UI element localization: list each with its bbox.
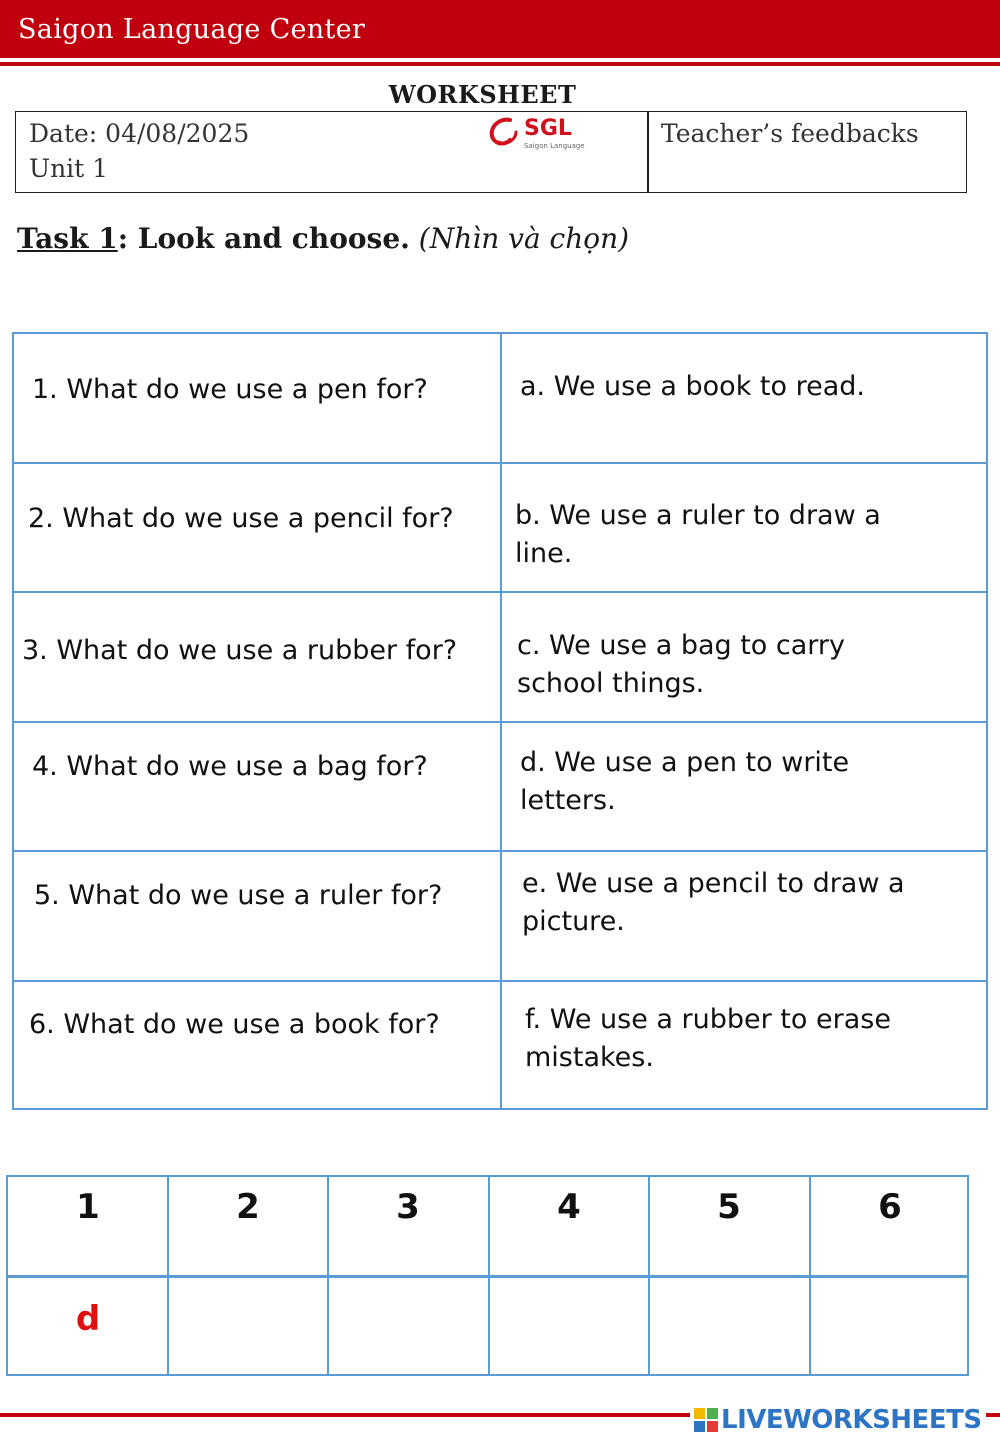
question-4: 4. What do we use a bag for?: [32, 751, 428, 782]
row-divider: [14, 980, 986, 982]
answer-grid: [6, 1175, 969, 1376]
question-5: 5. What do we use a ruler for?: [34, 880, 443, 911]
row-divider: [14, 850, 986, 852]
task-label: Task 1: [17, 222, 118, 255]
date-text: Date: 04/08/2025: [29, 119, 250, 148]
task-hint: (Nhìn và chọn): [418, 222, 630, 255]
answer-input-4[interactable]: [489, 1299, 649, 1359]
answer-f-line1: f. We use a rubber to erase: [525, 1004, 891, 1035]
answer-number-5: 5: [717, 1187, 741, 1227]
feedback-label: Teacher’s feedbacks: [661, 119, 919, 148]
answer-c-line2: school things.: [517, 668, 705, 699]
answer-b-line1: b. We use a ruler to draw a: [515, 500, 881, 531]
row-divider: [14, 462, 986, 464]
info-divider: [647, 112, 649, 192]
liveworksheets-icon: [694, 1408, 718, 1432]
question-2: 2. What do we use a pencil for?: [28, 503, 454, 534]
unit-text: Unit 1: [29, 154, 109, 183]
answer-a: a. We use a book to read.: [520, 371, 865, 402]
answer-d-line1: d. We use a pen to write: [520, 747, 850, 778]
logo-text: SGL: [524, 116, 572, 141]
answer-d-line2: letters.: [520, 785, 616, 816]
sgl-logo: [486, 116, 586, 152]
row-divider: [14, 721, 986, 723]
liveworksheets-logo: [690, 1402, 986, 1438]
logo-subtext: Saigon Language: [524, 142, 585, 150]
task-heading: [17, 222, 629, 255]
question-6: 6. What do we use a book for?: [29, 1009, 440, 1040]
answer-c-line1: c. We use a bag to carry: [517, 630, 846, 661]
answer-e-line1: e. We use a pencil to draw a: [522, 868, 905, 899]
answer-input-2[interactable]: [168, 1299, 328, 1359]
answer-number-3: 3: [396, 1187, 420, 1227]
info-box: [15, 111, 967, 193]
worksheet-title: WORKSHEET: [388, 80, 577, 109]
answer-f-line2: mistakes.: [525, 1042, 654, 1073]
question-1: 1. What do we use a pen for?: [32, 374, 428, 405]
liveworksheets-text: LIVEWORKSHEETS: [721, 1405, 982, 1435]
row-divider: [14, 591, 986, 593]
header-divider: [0, 62, 1000, 66]
answer-input-1[interactable]: d: [75, 1299, 101, 1339]
task-title: : Look and choose.: [117, 222, 410, 255]
org-name: Saigon Language Center: [18, 14, 366, 45]
answer-number-4: 4: [557, 1187, 581, 1227]
sgl-swirl-icon: [486, 116, 522, 150]
question-3: 3. What do we use a rubber for?: [22, 635, 458, 666]
answer-e-line2: picture.: [522, 906, 625, 937]
answer-number-6: 6: [878, 1187, 902, 1227]
answer-input-6[interactable]: [810, 1299, 970, 1359]
matching-table: [12, 332, 988, 1110]
answer-number-2: 2: [236, 1187, 260, 1227]
header-bar: [0, 0, 1000, 58]
answer-number-1: 1: [76, 1187, 100, 1227]
answer-b-line2: line.: [515, 538, 573, 569]
answer-input-5[interactable]: [649, 1299, 809, 1359]
answer-input-3[interactable]: [328, 1299, 488, 1359]
